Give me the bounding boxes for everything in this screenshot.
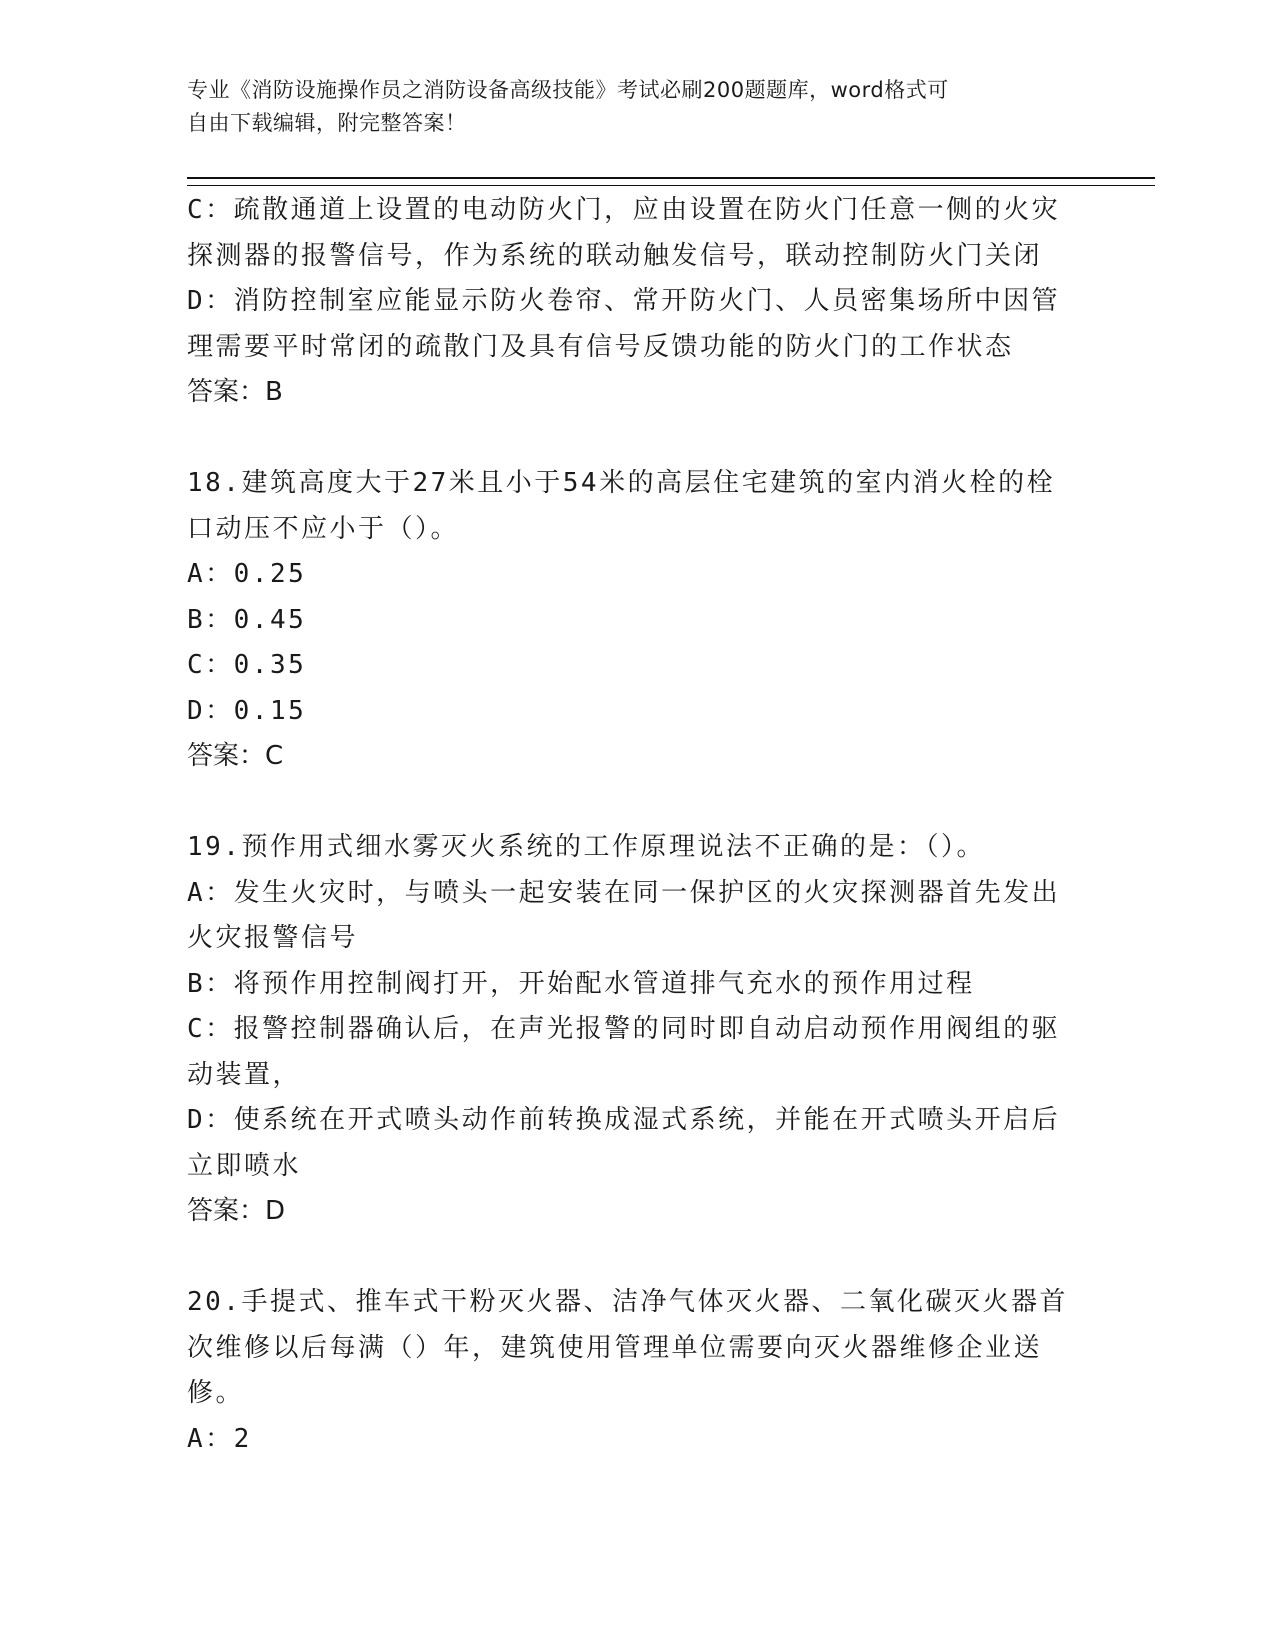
option-d-line-1: D：使系统在开式喷头动作前转换成湿式系统，并能在开式喷头开启后	[187, 1105, 1061, 1135]
option-a: A：2	[187, 1423, 252, 1454]
header-divider	[187, 177, 1155, 186]
question-18	[187, 461, 1087, 780]
option-c-line-2: 动装置，	[187, 1059, 302, 1090]
option-a-line-2: 火灾报警信号	[187, 923, 359, 953]
header-line-2: 自由下载编辑，附完整答案！	[187, 111, 467, 135]
question-stem-line-1: 20.手提式、推车式干粉灭火器、洁净气体灭火器、二氧化碳灭火器首	[187, 1287, 1068, 1317]
option-d-line-1: D：消防控制室应能显示防火卷帘、常开防火门、人员密集场所中因管	[187, 286, 1061, 316]
option-c-line-1: C：报警控制器确认后，在声光报警的同时即自动启动预作用阀组的驱	[187, 1014, 1061, 1044]
spacer	[187, 780, 1087, 826]
question-20	[187, 1280, 1087, 1462]
option-a-line-1: A：发生火灾时，与喷头一起安装在同一保护区的火灾探测器首先发出	[187, 877, 1061, 908]
answer-label: 答案：C	[187, 741, 284, 771]
option-a: A：0.25	[187, 559, 307, 589]
spacer	[187, 1235, 1087, 1281]
question-stem: 19.预作用式细水雾灭火系统的工作原理说法不正确的是：（）。	[187, 832, 985, 862]
question-stem-line-2: 口动压不应小于（）。	[187, 513, 460, 544]
question-19	[187, 825, 1087, 1235]
option-c: C：0.35	[187, 650, 307, 680]
question-stem-line-1: 18.建筑高度大于27米且小于54米的高层住宅建筑的室内消火栓的栓	[187, 468, 1056, 498]
question-17-tail	[187, 188, 1087, 416]
option-c-line-2: 探测器的报警信号，作为系统的联动触发信号，联动控制防火门关闭	[187, 240, 1043, 271]
option-d-line-2: 理需要平时常闭的疏散门及具有信号反馈功能的防火门的工作状态	[187, 331, 1014, 362]
spacer	[187, 416, 1087, 462]
option-b: B：将预作用控制阀打开，开始配水管道排气充水的预作用过程	[187, 968, 975, 999]
answer-label: 答案：D	[187, 1196, 286, 1226]
option-d: D：0.15	[187, 695, 307, 726]
question-stem-line-2: 次维修以后每满（）年，建筑使用管理单位需要向灭火器维修企业送	[187, 1332, 1043, 1363]
option-c-line-1: C：疏散通道上设置的电动防火门，应由设置在防火门任意一侧的火灾	[187, 195, 1061, 225]
document-header	[187, 74, 1087, 140]
option-d-line-2: 立即喷水	[187, 1150, 302, 1181]
answer-label: 答案：B	[187, 377, 283, 407]
header-line-1: 专业《消防设施操作员之消防设备高级技能》考试必刷200题题库，word格式可	[187, 78, 949, 102]
option-b: B：0.45	[187, 604, 307, 635]
question-stem-line-3: 修。	[187, 1378, 245, 1408]
question-content	[187, 188, 1087, 1462]
